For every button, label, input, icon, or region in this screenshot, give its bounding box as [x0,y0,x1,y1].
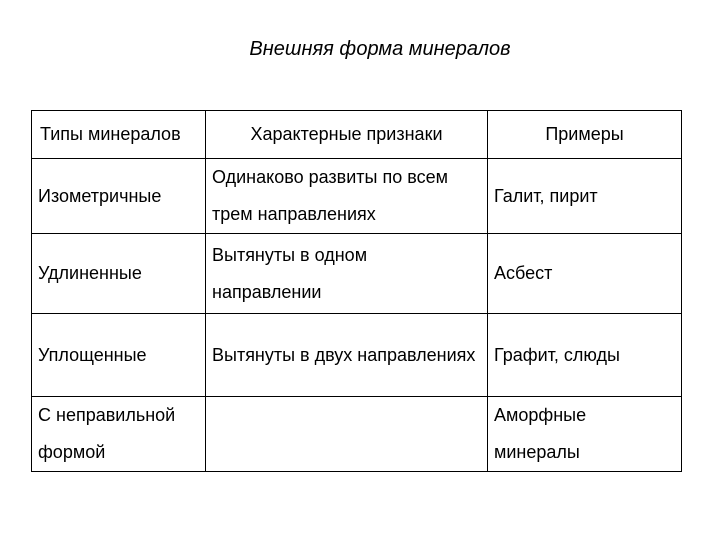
cell-features [206,397,488,472]
cell-type: Уплощенные [32,314,206,397]
minerals-table [31,110,682,472]
cell-type: С неправильной формой [32,397,206,472]
header-types: Типы минералов [32,111,206,159]
cell-examples: Аморфные минералы [488,397,682,472]
cell-examples: Галит, пирит [488,159,682,234]
cell-type: Удлиненные [32,234,206,314]
table-row [32,234,682,314]
cell-examples: Графит, слюды [488,314,682,397]
header-features: Характерные признаки [206,111,488,159]
cell-features: Вытянуты в одном направлении [206,234,488,314]
cell-features: Одинаково развиты по всем трем направлениях [206,159,488,234]
cell-type: Изометричные [32,159,206,234]
table-row [32,314,682,397]
page-title: Внешняя форма минералов [249,38,511,60]
cell-examples: Асбест [488,234,682,314]
table-row [32,397,682,472]
header-examples: Примеры [488,111,682,159]
table-row [32,159,682,234]
cell-features: Вытянуты в двух направлениях [206,314,488,397]
table-header-row [32,111,682,159]
